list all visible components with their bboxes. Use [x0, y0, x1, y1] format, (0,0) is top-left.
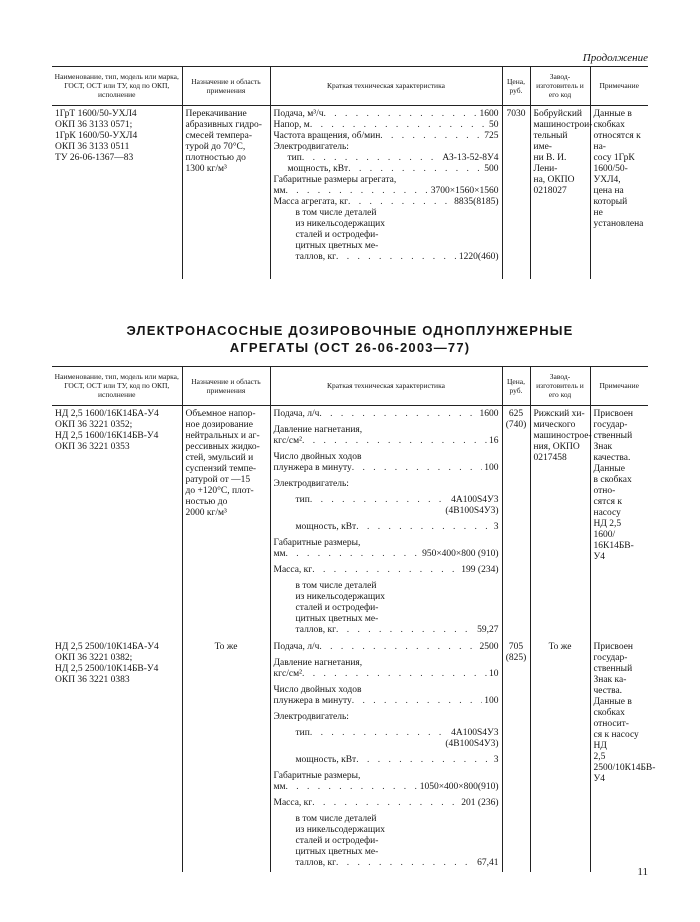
pump-table-1 [52, 67, 648, 279]
spec-power [274, 522, 499, 533]
maker-line: Бобруйский [533, 108, 582, 119]
spec-parts-line: сталей и остродефи- [295, 229, 379, 240]
spec-value: 3700×1560×1560 [430, 185, 499, 196]
spec-label: мм [273, 781, 286, 792]
maker-line: ния, ОКПО [533, 441, 580, 452]
spec-mass [274, 798, 499, 809]
spec-parts-mass [274, 625, 499, 636]
purpose-line: 2000 кг/м³ [185, 507, 227, 518]
spec-value: 100 [484, 462, 499, 473]
spec-parts-line: из никельсодержащих [295, 591, 385, 602]
spec-value: 201 (236) [461, 797, 499, 808]
price-cell [502, 105, 530, 279]
note-line: ся к насосу НД [593, 729, 639, 751]
leader-dots [302, 153, 441, 164]
spec-label: Масса, кг [273, 797, 313, 808]
spec-label: плунжера в минуту [273, 462, 352, 473]
purpose-line: нейтральных и аг- [185, 430, 260, 441]
header-name: Наименование, тип, модель или марка, ГОСТ, ОСТ или ТУ, код по ОКП, исполнение [52, 367, 182, 405]
header-name: Наименование, тип, модель или марка, ГОСТ, ОСТ или ТУ, код по ОКП, исполнение [52, 67, 182, 105]
header-price: Цена, руб. [502, 67, 530, 105]
spec-mass [274, 565, 499, 576]
maker-line: 0217458 [533, 452, 567, 463]
leader-dots [310, 728, 449, 739]
spec-value: 1220(460) [458, 251, 499, 262]
spec-pressure [274, 436, 499, 447]
name-line: ОКП 36 3133 0571; [55, 119, 133, 130]
spec-label: Подача, л/ч [273, 641, 320, 652]
note-line: У4 [593, 773, 605, 784]
spec-rpm [274, 131, 499, 142]
spec-parts-line: цитных цветных ме- [295, 846, 379, 857]
name-line: НД 2,5 1600/16К14БВ-У4 [55, 430, 159, 441]
spec-parts-line: сталей и остродефи- [295, 835, 379, 846]
purpose-cell [182, 405, 270, 639]
page-number: 11 [637, 866, 648, 878]
purpose-line: суспензий темпе- [185, 463, 257, 474]
purpose-line: стей, эмульсий и [185, 452, 254, 463]
spec-type-alt: (4В100S4У3) [445, 505, 499, 516]
header-maker: Завод-изготовитель и его код [530, 367, 590, 405]
leader-dots [286, 186, 429, 197]
spec-parts-line: в том числе деталей [295, 580, 377, 591]
pump-table-2 [52, 367, 656, 872]
note-line: чества. Данные в [593, 685, 632, 707]
leader-dots [380, 131, 482, 142]
spec-parts-mass [274, 858, 499, 869]
spec-dims-label: Габаритные размеры, [273, 770, 361, 781]
note-line: Присвоен государ- [593, 641, 633, 663]
spec-motor: Электродвигатель: [273, 711, 349, 722]
spec-value: 10 [489, 668, 499, 679]
name-line: ОКП 36 3221 0382; [55, 652, 133, 663]
spec-label: тип [287, 152, 302, 163]
leader-dots [352, 696, 483, 707]
spec-value: 4А100S4У3 [451, 494, 499, 505]
name-line: НД 2,5 2500/10К14БВ-У4 [55, 663, 159, 674]
note-line: сосу 1ГрК [593, 152, 635, 163]
purpose-line: абразивных гидро- [185, 119, 262, 130]
spec-label: мощность, кВт [295, 754, 357, 765]
header-purpose: Назначение и область применения [182, 367, 270, 405]
spec-motor: Электродвигатель: [273, 478, 349, 489]
leader-dots [312, 565, 459, 576]
purpose-line: плотностью до [185, 152, 246, 163]
name-line: ТУ 26-06-1367—83 [55, 152, 134, 163]
section-title-line: АГРЕГАТЫ (ОСТ 26-06-2003—77) [229, 340, 471, 355]
leader-dots [336, 625, 475, 636]
purpose-line: турой до 70°С, [185, 141, 246, 152]
header-purpose: Назначение и область применения [182, 67, 270, 105]
spec-type-alt: (4В100S4У3) [445, 738, 499, 749]
header-price: Цена, руб. [502, 367, 530, 405]
spec-mass [274, 197, 499, 208]
note-line: качества. Данные [593, 452, 631, 474]
spec-head [274, 120, 499, 131]
spec-parts-line: из никельсодержащих [295, 218, 385, 229]
leader-dots [286, 782, 418, 793]
spec-parts-mass [274, 252, 499, 263]
name-line: НД 2,5 1600/16К14БА-У4 [55, 408, 159, 419]
name-line: 1ГрК 1600/50-УХЛ4 [55, 130, 138, 141]
spec-supply [274, 642, 499, 653]
header-spec: Краткая техническая характеристика [270, 367, 502, 405]
spec-strokes-label: Число двойных ходов [273, 451, 362, 462]
purpose-line: смесей темпера- [185, 130, 252, 141]
note-line: в скобках отно- [593, 474, 632, 496]
spec-value: 4А100S4У3 [451, 727, 499, 738]
maker-cell [530, 639, 590, 872]
spec-value: 59,27 [477, 624, 499, 635]
table-header-row [52, 367, 648, 405]
spec-value: 199 (234) [461, 564, 499, 575]
purpose-cell [182, 639, 270, 872]
leader-dots [312, 798, 459, 809]
leader-dots [356, 755, 492, 766]
name-line: ОКП 36 3221 0352; [55, 419, 133, 430]
spec-label: Масса, кг [273, 564, 313, 575]
spec-motor: Электродвигатель: [273, 141, 349, 152]
maker-line: 0218027 [533, 185, 567, 196]
header-maker: Завод-изготовитель и его код [530, 67, 590, 105]
note-line: не установлена [593, 207, 644, 229]
leader-dots [356, 522, 492, 533]
spec-value: 1050×400×800(910) [419, 781, 499, 792]
name-line: 1ГрТ 1600/50-УХЛ4 [55, 108, 137, 119]
leader-dots [324, 109, 478, 120]
continuation-label: Продолжение [582, 52, 648, 64]
note-line: 16К14БВ-У4 [593, 540, 634, 562]
name-line: НД 2,5 2500/10К14БА-У4 [55, 641, 159, 652]
purpose-cell [182, 105, 270, 279]
spec-label: кгс/см² [273, 668, 302, 679]
spec-type [274, 728, 499, 739]
leader-dots [302, 436, 487, 447]
maker-line: мического [533, 419, 576, 430]
purpose-line: ностью до [185, 496, 228, 507]
maker-cell [530, 405, 590, 639]
spec-dims [274, 549, 499, 560]
spec-label: таллов, кг [295, 251, 337, 262]
spec-value: 2500 [479, 641, 499, 652]
spec-value: 50 [489, 119, 499, 130]
note-cell [590, 105, 648, 279]
leader-dots [319, 409, 477, 420]
spec-label: тип [295, 494, 310, 505]
spec-label: таллов, кг [295, 624, 337, 635]
purpose-line: ратурой от —15 [185, 474, 251, 485]
spec-value: 1600 [479, 408, 499, 419]
table-row [52, 105, 648, 279]
name-cell [52, 639, 182, 872]
spec-value: АЗ-13-52-8У4 [442, 152, 499, 163]
spec-value: 3 [493, 521, 499, 532]
name-cell [52, 105, 182, 279]
spec-pressure-label: Давление нагнетания, [273, 657, 363, 668]
note-cell [590, 639, 656, 872]
note-line: Присвоен государ- [593, 408, 633, 430]
spec-power [274, 755, 499, 766]
spec-label: мм [273, 185, 286, 196]
table-row [52, 405, 648, 639]
note-line: относятся к на- [593, 130, 641, 152]
maker-line: тельный име- [533, 130, 568, 152]
maker-line: машинострое- [533, 430, 592, 441]
leader-dots [348, 164, 482, 175]
note-line: 1600/50-УХЛ4, [593, 163, 628, 185]
maker-line: машинострои- [533, 119, 593, 130]
header-spec: Краткая техническая характеристика [270, 67, 502, 105]
table-header-row [52, 67, 648, 105]
purpose-line: до +120°С, плот- [185, 485, 254, 496]
purpose-line: Объемное напор- [185, 408, 256, 419]
leader-dots [348, 197, 452, 208]
note-cell [590, 405, 648, 639]
spec-label: мм [273, 548, 286, 559]
spec-type [274, 153, 499, 164]
price-value: 625 [508, 408, 524, 419]
spec-strokes [274, 463, 499, 474]
spec-pressure [274, 669, 499, 680]
leader-dots [336, 858, 475, 869]
section-title [52, 322, 648, 356]
spec-supply [274, 409, 499, 420]
table-row [52, 639, 648, 872]
name-cell [52, 405, 182, 639]
purpose-line: рессивных жидко- [185, 441, 260, 452]
note-line: Данные в скобках [593, 108, 632, 130]
header-note: Примечание [590, 67, 648, 105]
note-line: сятся к насосу [593, 496, 622, 518]
purpose-line: 1300 кг/м³ [185, 163, 227, 174]
note-line: НД 2,5 1600/ [593, 518, 622, 540]
purpose-line: То же [214, 641, 238, 652]
spec-label: Подача, м³/ч [273, 108, 324, 119]
spec-parts-line: в том числе деталей [295, 207, 377, 218]
spec-value: 67,41 [477, 857, 499, 868]
spec-value: 725 [484, 130, 499, 141]
maker-line: Рижский хи- [533, 408, 585, 419]
spec-dims-label: Габаритные размеры, [273, 537, 361, 548]
price-alt-value: (825) [505, 652, 527, 663]
spec-label: кгс/см² [273, 435, 302, 446]
spec-value: 1600 [479, 108, 499, 119]
leader-dots [286, 549, 421, 560]
note-line: цена на который [593, 185, 628, 207]
price-cell [502, 405, 530, 639]
leader-dots [310, 495, 449, 506]
spec-value: 950×400×800 (910) [422, 548, 499, 559]
spec-value: 100 [484, 695, 499, 706]
spec-label: таллов, кг [295, 857, 337, 868]
spec-cell [270, 405, 502, 639]
note-line: ственный Знак ка- [593, 663, 633, 685]
spec-strokes [274, 696, 499, 707]
leader-dots [302, 669, 487, 680]
spec-label: Напор, м [273, 119, 310, 130]
spec-cell [270, 639, 502, 872]
leader-dots [319, 642, 477, 653]
spec-label: тип [295, 727, 310, 738]
spec-pressure-label: Давление нагнетания, [273, 424, 363, 435]
spec-dims-label: Габаритные размеры агрегата, [273, 174, 397, 185]
name-line: ОКП 36 3133 0511 [55, 141, 130, 152]
maker-line: ни В. И. Лени- [533, 152, 567, 174]
spec-value: 3 [493, 754, 499, 765]
name-line: ОКП 36 3221 0353 [55, 441, 130, 452]
maker-line: То же [548, 641, 572, 652]
spec-parts-line: цитных цветных ме- [295, 613, 379, 624]
purpose-line: ное дозирование [185, 419, 253, 430]
spec-value: 8835(8185) [454, 196, 499, 207]
spec-cell [270, 105, 502, 279]
spec-parts-line: сталей и остродефи- [295, 602, 379, 613]
spec-strokes-label: Число двойных ходов [273, 684, 362, 695]
maker-cell [530, 105, 593, 279]
spec-parts-line: цитных цветных ме- [295, 240, 379, 251]
spec-parts-line: из никельсодержащих [295, 824, 385, 835]
spec-label: мощность, кВт [295, 521, 357, 532]
price-value: 705 [508, 641, 524, 652]
spec-parts-line: в том числе деталей [295, 813, 377, 824]
spec-dims [274, 782, 499, 793]
spec-label: плунжера в минуту [273, 695, 352, 706]
spec-power [274, 164, 499, 175]
maker-line: на, ОКПО [533, 174, 575, 185]
section-title-line: ЭЛЕКТРОНАСОСНЫЕ ДОЗИРОВОЧНЫЕ ОДНОПЛУНЖЕРНЫЕ [126, 323, 574, 338]
leader-dots [352, 463, 483, 474]
spec-label: Подача, л/ч [273, 408, 320, 419]
header-note: Примечание [590, 367, 648, 405]
leader-dots [310, 120, 487, 131]
purpose-line: Перекачивание [185, 108, 247, 119]
spec-label: мощность, кВт [287, 163, 349, 174]
price-value: 7030 [506, 108, 526, 119]
spec-dims [274, 186, 499, 197]
name-line: ОКП 36 3221 0383 [55, 674, 130, 685]
price-alt-value: (740) [505, 419, 527, 430]
spec-value: 500 [484, 163, 499, 174]
spec-label: Частота вращения, об/мин [273, 130, 381, 141]
spec-type [274, 495, 499, 506]
leader-dots [336, 252, 457, 263]
price-cell [502, 639, 530, 872]
spec-label: Масса агрегата, кг [273, 196, 348, 207]
spec-value: 16 [489, 435, 499, 446]
note-line: ственный Знак [593, 430, 633, 452]
note-line: скобках относит- [593, 707, 629, 729]
note-line: 2,5 2500/10К14БВ- [593, 751, 656, 773]
spec-supply [274, 109, 499, 120]
